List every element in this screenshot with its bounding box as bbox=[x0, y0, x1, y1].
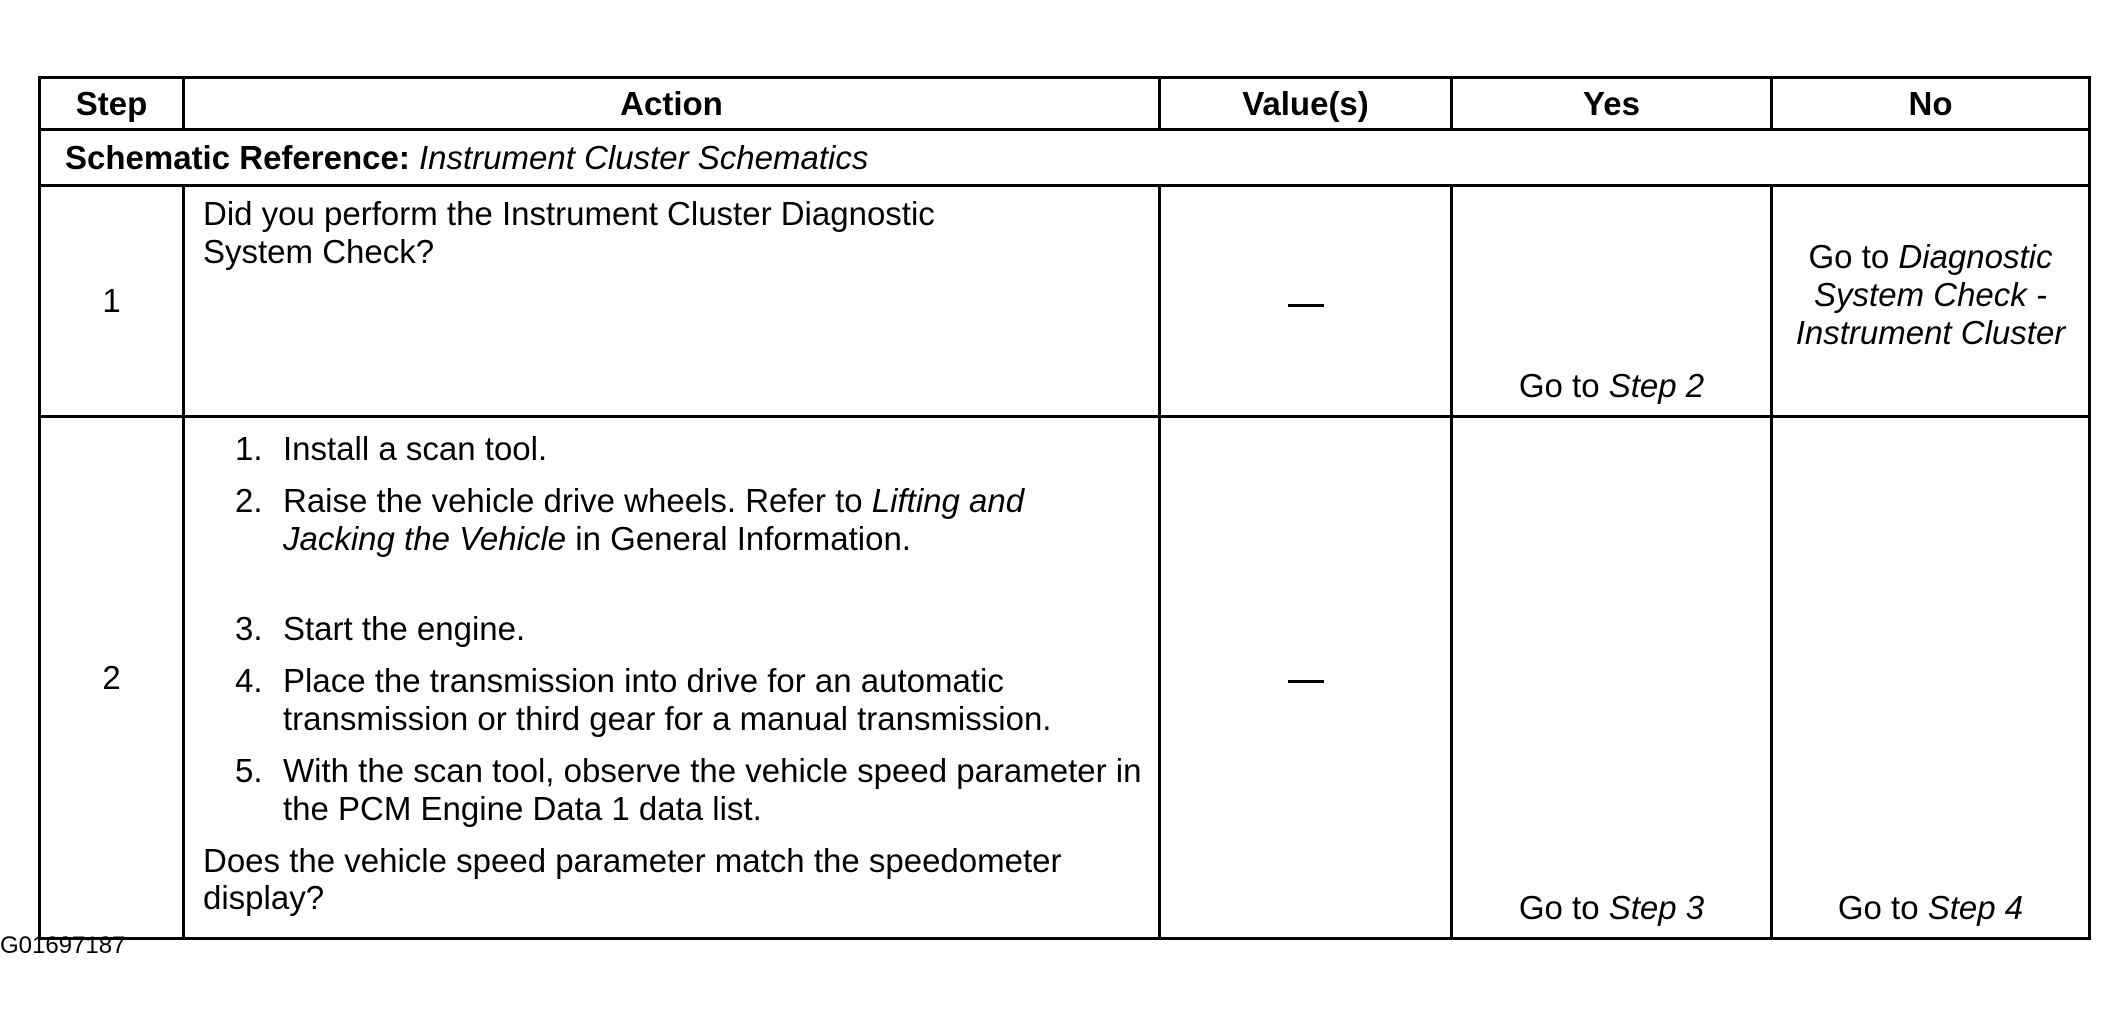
step-suffix: in General Information. bbox=[575, 519, 911, 557]
action-text bbox=[184, 186, 1160, 417]
yes-cell bbox=[1452, 417, 1772, 939]
table-row bbox=[40, 417, 2090, 939]
no-cell bbox=[1772, 186, 2090, 417]
no-prefix: Go to bbox=[1837, 889, 1919, 927]
action-question: Does the vehicle speed parameter match the speedometer display? bbox=[203, 841, 1062, 917]
list-item bbox=[235, 751, 1144, 828]
figure-id: G01697187 bbox=[0, 932, 126, 959]
header-values: Value(s) bbox=[1160, 78, 1452, 130]
step-num: 2. bbox=[235, 481, 263, 519]
step-num: 5. bbox=[235, 751, 263, 789]
schematic-reference-link[interactable]: Instrument Cluster Schematics bbox=[419, 138, 869, 176]
schematic-reference-label: Schematic Reference: bbox=[65, 138, 410, 176]
value-dash bbox=[1288, 680, 1324, 683]
step-text: Start the engine. bbox=[283, 609, 526, 647]
step-text: With the scan tool, observe the vehicle speed parameter in the PCM Engine Data 1 data list. bbox=[283, 751, 1142, 827]
no-link[interactable]: Step 4 bbox=[1927, 889, 2024, 927]
no-prefix: Go to bbox=[1808, 238, 1890, 276]
yes-link[interactable]: Step 3 bbox=[1608, 889, 1705, 927]
step-link[interactable]: Lifting and Jacking the Vehicle bbox=[283, 481, 1025, 557]
list-item bbox=[235, 430, 1144, 468]
yes-prefix: Go to bbox=[1518, 367, 1600, 405]
no-cell bbox=[1772, 417, 2090, 939]
action-step-list bbox=[203, 430, 1144, 828]
step-num: 4. bbox=[235, 661, 263, 699]
yes-cell bbox=[1452, 186, 1772, 417]
header-no: No bbox=[1772, 78, 2090, 130]
header-step: Step bbox=[40, 78, 184, 130]
step-number: 2 bbox=[40, 417, 184, 939]
no-link[interactable]: Diagnostic System Check - Instrument Cluster bbox=[1795, 238, 2066, 351]
yes-link[interactable]: Step 2 bbox=[1608, 367, 1705, 405]
action-text bbox=[184, 417, 1160, 939]
table-header-row bbox=[40, 78, 2090, 130]
yes-prefix: Go to bbox=[1518, 889, 1600, 927]
schematic-reference-row bbox=[40, 130, 2090, 186]
diagnostic-table bbox=[38, 76, 2091, 940]
step-num: 3. bbox=[235, 609, 263, 647]
list-item bbox=[235, 481, 1144, 558]
value-cell bbox=[1160, 186, 1452, 417]
table-row bbox=[40, 186, 2090, 417]
list-item bbox=[235, 661, 1144, 738]
header-yes: Yes bbox=[1452, 78, 1772, 130]
value-dash bbox=[1288, 304, 1324, 307]
step-num: 1. bbox=[235, 430, 263, 467]
step-text: Raise the vehicle drive wheels. Refer to bbox=[283, 481, 863, 519]
value-cell bbox=[1160, 417, 1452, 939]
step-number: 1 bbox=[40, 186, 184, 417]
header-action: Action bbox=[184, 78, 1160, 130]
action-question: Did you perform the Instrument Cluster Diagnostic System Check? bbox=[203, 195, 935, 270]
step-text: Install a scan tool. bbox=[283, 430, 548, 467]
schematic-reference bbox=[40, 130, 2090, 186]
list-item bbox=[235, 609, 1144, 648]
step-text: Place the transmission into drive for an automatic transmission or third gear for a manual transmission. bbox=[283, 661, 1052, 737]
